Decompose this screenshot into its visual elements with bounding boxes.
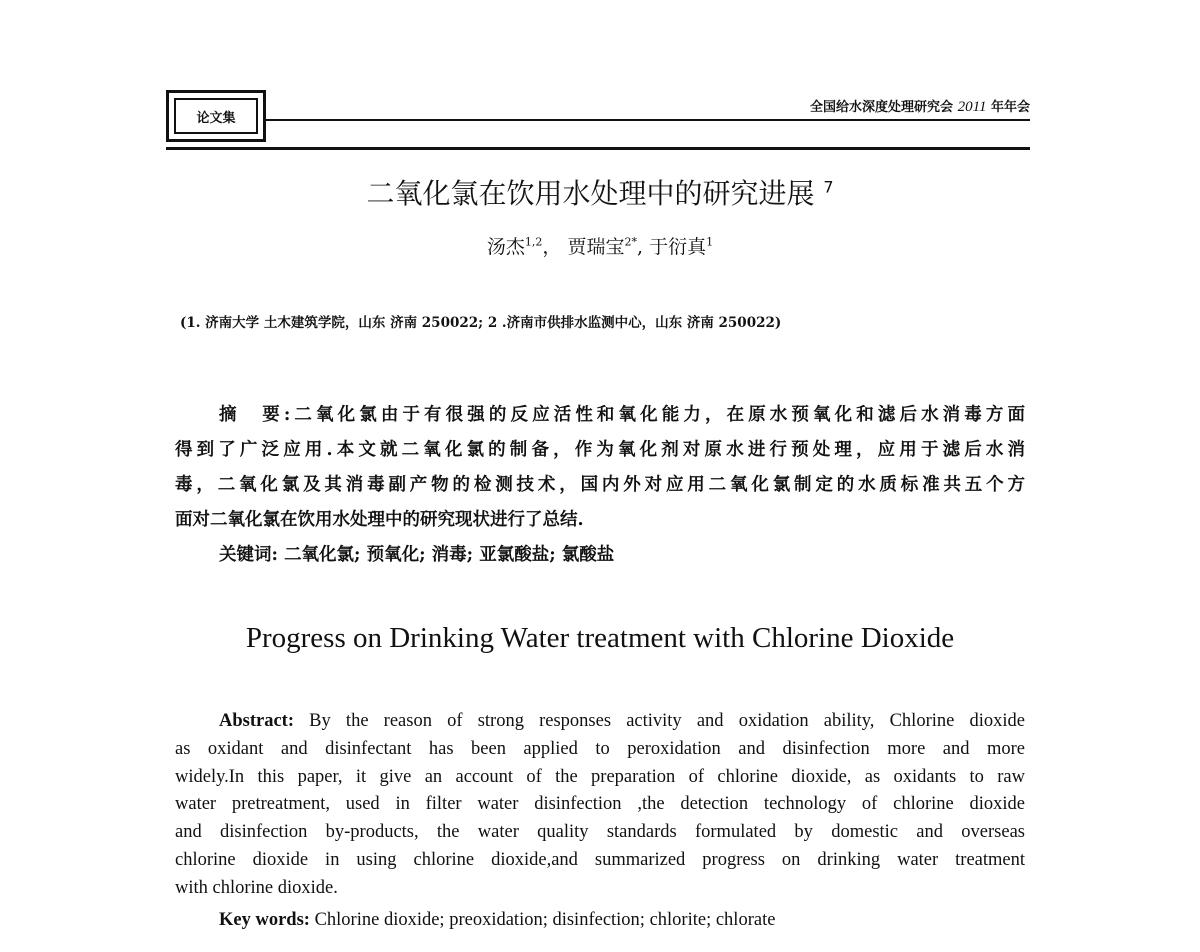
header-rule-bottom <box>166 147 1030 150</box>
paper-title-text: 二氧化氯在饮用水处理中的研究进展 <box>366 177 815 210</box>
paper-title <box>0 172 1200 212</box>
abstract-text: By the reason of strong responses activity and oxidation ability, Chlorine dioxide <box>294 711 1025 731</box>
abstract-label: Abstract: <box>219 711 295 731</box>
abstract-line: 得到了广泛应用.本文就二氧化氯的制备，作为氧化剂对原水进行预处理，应用于滤后水消 <box>175 440 1025 460</box>
author: 汤杰 <box>486 236 525 258</box>
keywords-text: Chlorine dioxide; preoxidation; disinfection; chlorite; chlorate <box>309 909 776 930</box>
abstract-line: and disinfection by-products, the water quality standards formulated by domestic and overseas <box>175 822 1025 843</box>
author: 贾瑞宝 <box>567 236 625 258</box>
abstract-line: water pretreatment, used in filter water disinfection ,the detection technology of chlorine dioxide <box>175 794 1025 815</box>
affiliation: (1. 济南大学 土木建筑学院，山东 济南 250022; 2 .济南市供排水监测中心，山东 济南 250022) <box>180 315 782 331</box>
conference-suffix: 年年会 <box>990 100 1030 115</box>
abstract-line <box>175 708 1025 736</box>
author-sup: 2* <box>624 235 637 249</box>
abstract-line: 毒，二氧化氯及其消毒副产物的检测技术，国内外对应用二氧化氯制定的水质标准共五个方 <box>175 475 1025 495</box>
conference-name <box>810 96 1030 116</box>
abstract-label: 摘 要: <box>219 405 291 425</box>
keywords-label: 关键词: <box>219 545 278 565</box>
abstract-line: with chlorine dioxide. <box>175 877 338 898</box>
section-tag: 论文集 <box>174 98 258 134</box>
abstract-text: 二氧化氯由于有很强的反应活性和氧化能力，在原水预氧化和滤后水消毒方面 <box>290 405 1025 425</box>
keywords-line <box>175 538 1025 573</box>
title-footnote-mark: 7 <box>823 177 834 197</box>
conference-prefix: 全国给水深度处理研究会 <box>810 100 954 115</box>
english-title: Progress on Drinking Water treatment with Chlorine Dioxide <box>245 622 955 654</box>
author-list: 汤杰$^{1,2}$， 贾瑞宝$^{2*}$, 于衍真$^1$ <box>486 235 714 258</box>
author-sup: 1,2 <box>524 235 543 249</box>
english-abstract <box>175 708 1025 934</box>
author-sup: 1 <box>706 235 714 249</box>
author: 于衍真 <box>649 236 707 258</box>
header-rule-top <box>266 119 1030 121</box>
abstract-line: as oxidant and disinfectant has been applied to peroxidation and disinfection more and more <box>175 738 1025 759</box>
conference-year: 2011 <box>957 99 987 115</box>
abstract-line: 面对二氧化氯在饮用水处理中的研究现状进行了总结. <box>175 510 584 530</box>
section-tag-box <box>166 90 266 142</box>
keywords-label: Key words: <box>219 909 310 930</box>
abstract-line: widely.In this paper, it give an account of the preparation of chlorine dioxide, as oxidants to raw <box>175 766 1025 787</box>
abstract-line: chlorine dioxide in using chlorine dioxide,and summarized progress on drinking water treatment <box>175 849 1025 870</box>
keywords-text: 二氧化氯; 预氧化; 消毒; 亚氯酸盐; 氯酸盐 <box>284 545 615 565</box>
chinese-abstract <box>175 398 1025 573</box>
keywords-line <box>175 907 1025 935</box>
abstract-line <box>175 398 1025 433</box>
